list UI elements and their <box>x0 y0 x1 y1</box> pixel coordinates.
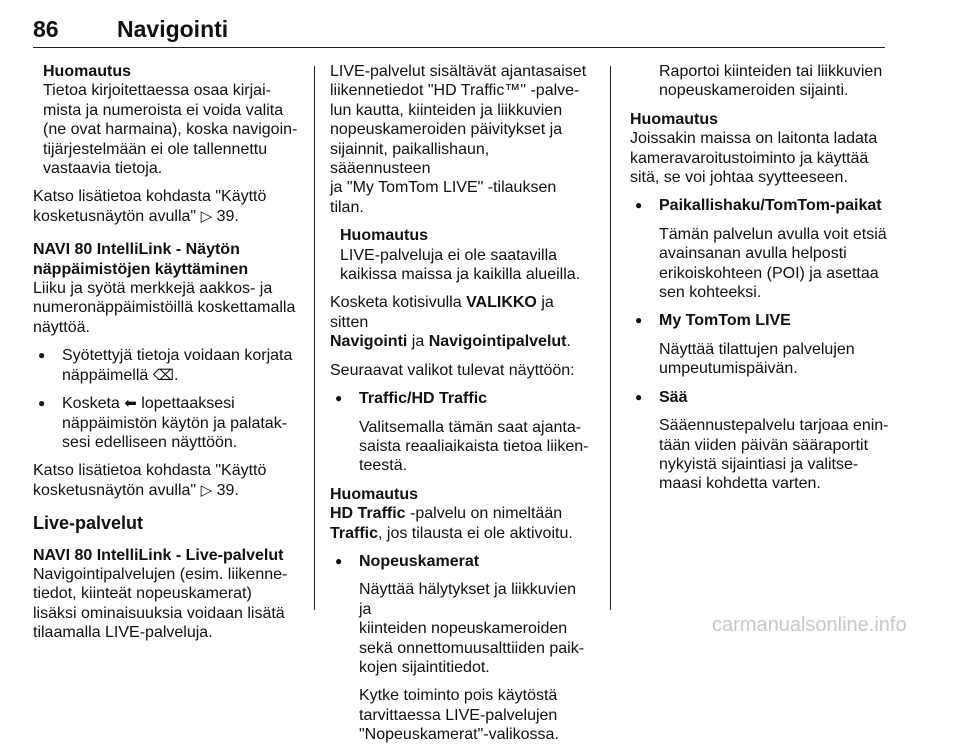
note-title: Huomautus <box>340 227 428 245</box>
column-2 <box>330 62 592 745</box>
body-line: umpeutumispäivän. <box>659 360 798 378</box>
list-item <box>635 311 890 330</box>
reference-line: Katso lisätietoa kohdasta "Käyttö <box>33 188 267 206</box>
list-item-title: ● Traffic/HD Traffic <box>359 390 488 408</box>
body-line: sijainnit, paikallishaun, sääennusteen <box>330 140 490 178</box>
body-line: Sääennustepalvelu tarjoaa enin- <box>659 417 889 435</box>
note-box <box>330 485 592 543</box>
body-line: "Nopeuskamerat"-valikossa. <box>359 726 559 744</box>
note-line: kaikissa maissa ja kaikilla alueilla. <box>340 266 581 284</box>
bullet-text: näppäimellä <box>62 366 149 384</box>
body-line: tiedot, kiinteät nopeuskamerat) <box>33 585 252 603</box>
body-line: Tämän palvelun avulla voit etsiä <box>659 225 887 243</box>
service-name: HD Traffic <box>330 505 406 523</box>
body-line: tilaamalla LIVE-palveluja. <box>33 624 213 642</box>
body-text: ja <box>407 333 429 351</box>
back-arrow-icon: ⬅ <box>124 395 137 413</box>
body-line <box>330 293 592 332</box>
body-line: erikoiskohteen (POI) ja asettaa <box>659 264 879 282</box>
reference-line <box>33 207 298 226</box>
instruction-paragraph <box>330 293 592 351</box>
reference-line <box>33 481 298 500</box>
page-reference-icon: ▷ <box>200 481 213 499</box>
body-line: Liiku ja syötä merkkejä aakkos- ja <box>33 280 273 298</box>
body-text: Kosketa kotisivulla <box>330 294 467 312</box>
body-line: Kytke toiminto pois käytöstä <box>359 687 558 705</box>
reference-paragraph <box>33 187 298 226</box>
note-line: tijärjestelmään ei ole tallennettu <box>43 140 268 158</box>
body-line: sekä onnettomuusalttiiden paik- <box>359 639 585 657</box>
note-line: LIVE-palveluja ei ole saatavilla <box>340 246 558 264</box>
body-line: ja "My TomTom LIVE" -tilauksen tilan. <box>330 179 557 216</box>
list-item <box>38 394 298 452</box>
body-line: saista reaaliaikaista tietoa liiken- <box>359 437 589 455</box>
menu-name: VALIKKO <box>466 294 537 312</box>
list-item <box>38 346 298 385</box>
note-text: -palvelu on nimeltään <box>405 505 563 523</box>
subheading: NAVI 80 IntelliLink - Live-palvelut <box>33 546 284 564</box>
bullet-line: sesi edelliseen näyttöön. <box>62 433 238 451</box>
list-item-body <box>635 416 890 494</box>
list-item-title: ● My TomTom LIVE <box>659 312 791 330</box>
note-title: Huomautus <box>330 485 418 503</box>
note-text: , jos tilausta ei ole aktivoitu. <box>378 524 573 542</box>
list-item <box>335 389 592 408</box>
list-item-title: ● Sää <box>659 388 688 406</box>
note-line: Tietoa kirjoitettaessa osaa kirjai- <box>43 82 271 100</box>
body-line: teestä. <box>359 457 408 475</box>
list-item <box>335 552 592 571</box>
body-text: ja sitten <box>330 294 554 331</box>
bullet-text: lopettaaksesi <box>136 395 235 413</box>
body-text: . <box>566 333 571 351</box>
body-line: numeronäppäimistöillä koskettamalla <box>33 299 296 317</box>
column-divider <box>610 66 611 610</box>
note-title: Huomautus <box>43 63 131 80</box>
note-title: Huomautus <box>630 110 718 128</box>
list-item-title: ● Paikallishaku/TomTom-paikat <box>659 197 882 215</box>
note-box <box>630 110 890 188</box>
note-box <box>33 62 298 178</box>
bullet-line: näppäimistön käytön ja palatak- <box>62 414 288 432</box>
list-item-body <box>635 340 890 379</box>
reference-paragraph <box>33 461 298 500</box>
body-line: kiinteiden nopeuskameroiden <box>359 620 568 638</box>
intro-paragraph <box>330 62 592 217</box>
body-line: nykyistä sijaintiasi ja valitse- <box>659 455 859 473</box>
body-line <box>330 332 592 351</box>
reference-text: kosketusnäytön avulla" <box>33 481 197 499</box>
live-services-subsection <box>33 546 298 643</box>
body-line: avainsanan avulla helposti <box>659 245 847 263</box>
body-line: lisäksi ominaisuuksia voidaan lisätä <box>33 604 285 622</box>
header-rule <box>33 47 885 48</box>
note-line: mista ja numeroista ei voida valita <box>43 101 284 119</box>
note-line: sitä, se voi johtaa syytteeseen. <box>630 169 848 187</box>
bullet-text: . <box>173 366 179 384</box>
bullet-line <box>62 394 298 413</box>
body-line: näyttöä. <box>33 318 90 336</box>
backspace-icon: ⌫ <box>152 366 174 384</box>
bullet-line: ● Syötettyjä tietoja voidaan korjata <box>62 347 293 365</box>
page-number: 86 <box>33 16 59 42</box>
subheading: NAVI 80 IntelliLink - Näytön <box>33 241 240 259</box>
column-divider <box>314 66 315 610</box>
note-line <box>330 504 592 523</box>
list-item-body <box>335 580 592 677</box>
note-line <box>330 524 592 543</box>
reference-page: 39. <box>216 207 239 225</box>
body-line: tään viiden päivän sääraportit <box>659 436 869 454</box>
section-heading: Live-palvelut <box>33 513 144 534</box>
reference-text: kosketusnäytön avulla" <box>33 207 197 225</box>
page-reference-icon: ▷ <box>200 207 213 225</box>
list-item <box>635 388 890 407</box>
body-line: LIVE-palvelut sisältävät ajantasaiset <box>330 63 587 80</box>
bullet-text: Kosketa <box>62 395 120 413</box>
body-line: Raportoi kiinteiden tai liikkuvien <box>659 63 883 80</box>
page-header <box>33 6 885 46</box>
body-line: Valitsemalla tämän saat ajanta- <box>359 418 582 436</box>
subheading: näppäimistöjen käyttäminen <box>33 260 249 278</box>
keyboard-subsection <box>33 240 298 337</box>
note-line: kameravaroitustoiminto ja käyttää <box>630 149 869 167</box>
body-line: nopeuskameroiden sijainti. <box>659 82 849 100</box>
menu-name: Navigointi <box>330 333 408 351</box>
body-line: Navigointipalvelujen (esim. liikenne- <box>33 565 288 583</box>
section-title: Navigointi <box>117 16 229 42</box>
menu-name: Navigointipalvelut <box>428 333 567 351</box>
note-line: Joissakin maissa on laitonta ladata <box>630 130 878 148</box>
body-line: nopeuskameroiden päivitykset ja <box>330 121 563 139</box>
body-line: kojen sijaintitiedot. <box>359 658 490 676</box>
list-item-body <box>335 418 592 476</box>
reference-page: 39. <box>216 481 239 499</box>
body-line: liikennetiedot "HD Traffic™" -palve- <box>330 82 580 100</box>
bullet-line <box>62 366 298 385</box>
body-line: Näyttää tilattujen palvelujen <box>659 340 855 358</box>
list-item-body <box>635 225 890 303</box>
column-3 <box>630 62 890 494</box>
body-line: Näyttää hälytykset ja liikkuvien ja <box>359 581 576 618</box>
reference-line: Katso lisätietoa kohdasta "Käyttö <box>33 462 267 480</box>
body-line: maasi kohdetta varten. <box>659 475 821 493</box>
watermark: carmanualsonline.info <box>712 614 907 636</box>
list-item-body <box>335 686 592 744</box>
body-line: tarvittaessa LIVE-palvelujen <box>359 706 558 724</box>
body-line: Seuraavat valikot tulevat näyttöön: <box>330 361 575 379</box>
note-line: (ne ovat harmaina), koska navigoin- <box>43 121 298 139</box>
note-box <box>330 226 592 284</box>
note-line: vastaavia tietoja. <box>43 160 163 178</box>
list-item <box>635 196 890 215</box>
list-item-title: ● Nopeuskamerat <box>359 552 480 570</box>
list-item-body <box>635 62 890 101</box>
body-line: sen kohteeksi. <box>659 284 762 302</box>
body-line: lun kautta, kiinteiden ja liikkuvien <box>330 101 563 119</box>
column-1 <box>33 62 298 643</box>
service-name: Traffic <box>330 524 379 542</box>
